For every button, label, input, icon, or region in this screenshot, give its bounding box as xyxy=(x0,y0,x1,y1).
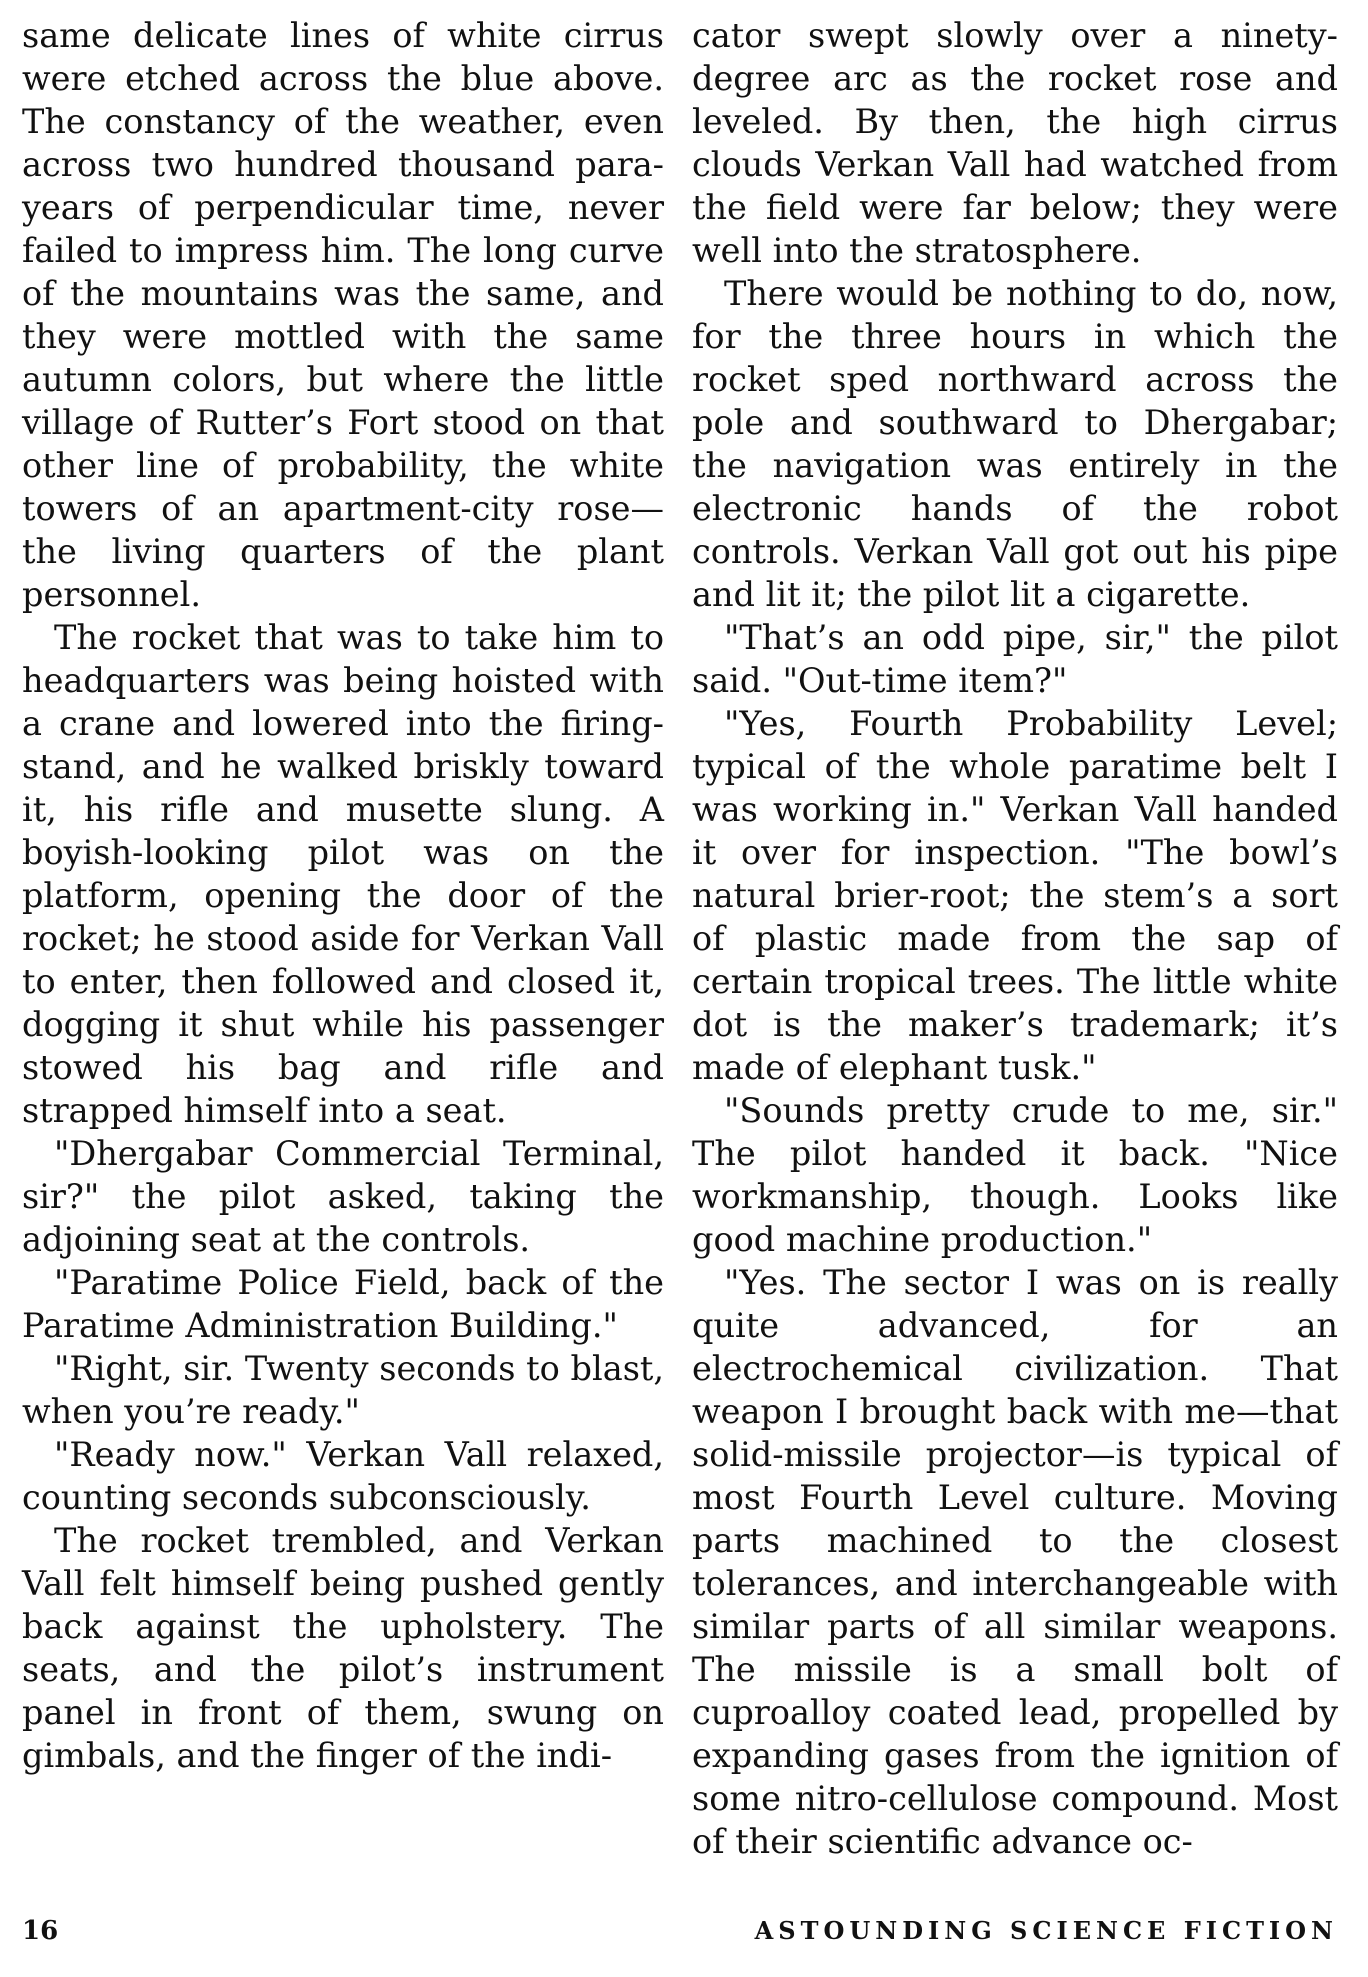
page-footer xyxy=(22,1916,1338,1956)
paragraph: "Yes. The sector I was on is really quite advanced, for an electrochemical civilization. That weapon I brought back with me—that solid-missile projector—is typical of most Fourth Level culture. Moving parts machined to the closest tolerances, and interchangeable with similar parts of all similar weapons. The missile is a small bolt of cuproalloy coated lead, propelled by expanding gases from the ignition of some nitro-cellulose compound. Most of their scientific advance oc- xyxy=(692,1263,1338,1861)
page-number: 16 xyxy=(22,1916,59,1946)
right-column xyxy=(692,14,1338,1863)
paragraph: cator swept slowly over a ninety-degree arc as the rocket rose and leveled. By then, the high cirrus clouds Verkan Vall had watched from the field were far below; they were well into the stratosphere. xyxy=(692,16,1338,270)
magazine-title: ASTOUNDING SCIENCE FICTION xyxy=(754,1916,1338,1945)
paragraph: same delicate lines of white cirrus were etched across the blue above. The constancy of the weather, even across two hundred thousand para-years of perpendicular time, never failed to impress him. The long curve of the mountains was the same, and they were mottled with the same autumn colors, but where the little village of Rutter’s Fort stood on that other line of probability, the white towers of an apartment-city rose—the living quarters of the plant personnel. xyxy=(22,16,664,614)
paragraph: "Right, sir. Twenty seconds to blast, when you’re ready." xyxy=(22,1349,664,1431)
left-column xyxy=(22,14,664,1777)
paragraph: "Paratime Police Field, back of the Paratime Administration Building." xyxy=(22,1263,664,1345)
paragraph: "Ready now." Verkan Vall relaxed, counting seconds subconsciously. xyxy=(22,1435,664,1517)
paragraph: There would be nothing to do, now, for the three hours in which the rocket sped northward across the pole and southward to Dhergabar; the navigation was entirely in the electronic hands of the robot controls. Verkan Vall got out his pipe and lit it; the pilot lit a cigarette. xyxy=(692,274,1338,614)
paragraph: The rocket that was to take him to headquarters was being hoisted with a crane and lowered into the firing-stand, and he walked briskly toward it, his rifle and musette slung. A boyish-looking pilot was on the platform, opening the door of the rocket; he stood aside for Verkan Vall to enter, then followed and closed it, dogging it shut while his passenger stowed his bag and rifle and strapped himself into a seat. xyxy=(22,618,664,1130)
paragraph: "Sounds pretty crude to me, sir." The pilot handed it back. "Nice workmanship, though. Looks like good machine production." xyxy=(692,1091,1338,1259)
paragraph: "Yes, Fourth Probability Level; typical of the whole paratime belt I was working in." Verkan Vall handed it over for inspection. "The bowl’s natural brier-root; the stem’s a sort of plastic made from the sap of certain tropical trees. The little white dot is the maker’s trademark; it’s made of elephant tusk." xyxy=(692,704,1338,1087)
paragraph: "That’s an odd pipe, sir," the pilot said. "Out-time item?" xyxy=(692,618,1338,700)
paragraph: The rocket trembled, and Verkan Vall felt himself being pushed gently back against the upholstery. The seats, and the pilot’s instrument panel in front of them, swung on gimbals, and the finger of the indi- xyxy=(22,1521,664,1775)
paragraph: "Dhergabar Commercial Terminal, sir?" the pilot asked, taking the adjoining seat at the controls. xyxy=(22,1134,664,1259)
